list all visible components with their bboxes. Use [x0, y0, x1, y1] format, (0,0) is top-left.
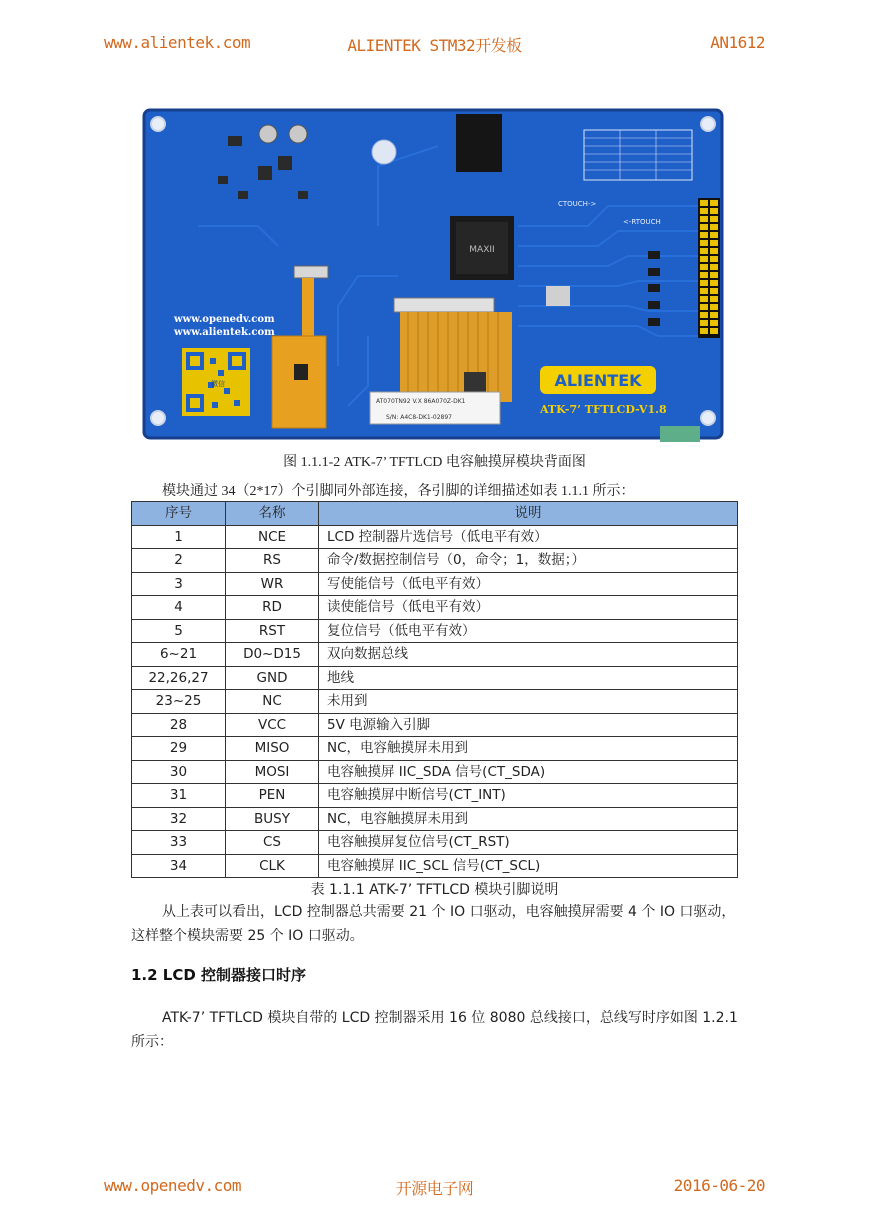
table-row	[132, 643, 738, 667]
sdram-chip	[456, 114, 502, 172]
header-website: www.alientek.com	[104, 33, 251, 52]
footer-date: 2016-06-20	[673, 1176, 765, 1195]
pin-description: 电容触摸屏 IIC_SCL 信号(CT_SCL)	[319, 854, 738, 878]
pin-name: PEN	[226, 784, 319, 808]
footer-website: www.openedv.com	[104, 1176, 241, 1195]
col-header-name: 名称	[226, 502, 319, 526]
section-heading: 1.2 LCD 控制器接口时序	[131, 966, 307, 984]
pin-number: 1	[132, 525, 226, 549]
rtouch-label: <-RTOUCH	[623, 218, 661, 226]
pin-description: 电容触摸屏复位信号(CT_RST)	[319, 831, 738, 855]
pin-name: RST	[226, 619, 319, 643]
pin-name: CS	[226, 831, 319, 855]
table-row	[132, 525, 738, 549]
figure-caption: 图 1.1.1-2 ATK-7’ TFTLCD 电容触摸屏模块背面图	[283, 455, 586, 470]
pin-number: 30	[132, 760, 226, 784]
pin-number: 23~25	[132, 690, 226, 714]
pin-name: RS	[226, 549, 319, 573]
pin-description: LCD 控制器片选信号（低电平有效）	[319, 525, 738, 549]
pin-table	[131, 501, 738, 878]
pin-number: 2	[132, 549, 226, 573]
pin-number: 4	[132, 596, 226, 620]
summary-paragraph: 从上表可以看出，LCD 控制器总共需要 21 个 IO 口驱动，电容触摸屏需要 4 个 IO 口驱动，这样整个模块需要 25 个 IO 口驱动。	[131, 904, 736, 944]
board-url2: www.alientek.com	[174, 327, 275, 338]
pin-number: 5	[132, 619, 226, 643]
page-footer	[104, 1176, 765, 1198]
brand-name: ALIENTEK	[554, 371, 642, 390]
pin-name: VCC	[226, 713, 319, 737]
pin-description: 电容触摸屏 IIC_SDA 信号(CT_SDA)	[319, 760, 738, 784]
table-row	[132, 549, 738, 573]
pin-number: 34	[132, 854, 226, 878]
table-header-row	[132, 502, 738, 526]
table-row	[132, 784, 738, 808]
table-row	[132, 690, 738, 714]
pin-number: 29	[132, 737, 226, 761]
pin-number: 22,26,27	[132, 666, 226, 690]
pin-description: 复位信号（低电平有效）	[319, 619, 738, 643]
pin-description: 双向数据总线	[319, 643, 738, 667]
pin-name: MISO	[226, 737, 319, 761]
pin-number: 31	[132, 784, 226, 808]
footer-site-name: 开源电子网	[395, 1179, 474, 1198]
table-row	[132, 760, 738, 784]
table-row	[132, 854, 738, 878]
lcd-label-line1: AT070TN92 V.X 86A070Z-DK1	[376, 398, 466, 405]
board-url1: www.openedv.com	[174, 314, 275, 325]
table-caption: 表 1.1.1 ATK-7’ TFTLCD 模块引脚说明	[310, 882, 559, 898]
ctouch-label: CTOUCH->	[558, 200, 597, 208]
pin-description: 未用到	[319, 690, 738, 714]
intro-paragraph: 模块通过 34（2*17）个引脚同外部连接，各引脚的详细描述如表 1.1.1 所示：	[162, 484, 635, 499]
page-header	[104, 33, 765, 55]
pin-description: 电容触摸屏中断信号(CT_INT)	[319, 784, 738, 808]
pin-name: GND	[226, 666, 319, 690]
pin-name: NCE	[226, 525, 319, 549]
pin-number: 3	[132, 572, 226, 596]
pin-description: 5V 电源输入引脚	[319, 713, 738, 737]
col-header-index: 序号	[132, 502, 226, 526]
table-row	[132, 831, 738, 855]
pin-name: BUSY	[226, 807, 319, 831]
board-photo	[138, 106, 730, 444]
pin-name: D0~D15	[226, 643, 319, 667]
table-row	[132, 572, 738, 596]
qr-label: 微信	[211, 380, 225, 388]
pin-name: CLK	[226, 854, 319, 878]
table-row	[132, 619, 738, 643]
timing-paragraph: ATK-7’ TFTLCD 模块自带的 LCD 控制器采用 16 位 8080 总线接口，总线写时序如图 1.2.1 所示：	[131, 1010, 738, 1050]
board-model: ATK-7’ TFTLCD-V1.8	[540, 403, 667, 416]
pin-description: 写使能信号（低电平有效）	[319, 572, 738, 596]
touch-flex-cable	[272, 336, 326, 428]
pin-number: 28	[132, 713, 226, 737]
lcd-label-line2: S/N: A4C8-DK1-02897	[386, 414, 452, 421]
pin-description: 命令/数据控制信号（0，命令；1，数据；）	[319, 549, 738, 573]
pin-description: NC，电容触摸屏未用到	[319, 737, 738, 761]
header-title: ALIENTEK STM32开发板	[347, 36, 522, 55]
table-row	[132, 713, 738, 737]
pin-description: 地线	[319, 666, 738, 690]
pin-name: RD	[226, 596, 319, 620]
table-row	[132, 666, 738, 690]
pin-description: 读使能信号（低电平有效）	[319, 596, 738, 620]
pin-number: 33	[132, 831, 226, 855]
pin-description: NC，电容触摸屏未用到	[319, 807, 738, 831]
pin-name: MOSI	[226, 760, 319, 784]
pin-number: 6~21	[132, 643, 226, 667]
table-row	[132, 807, 738, 831]
pin-name: NC	[226, 690, 319, 714]
lcd-flex-cable	[400, 312, 512, 402]
pin-name: WR	[226, 572, 319, 596]
pin-number: 32	[132, 807, 226, 831]
header-doc-id: AN1612	[710, 33, 765, 52]
col-header-desc: 说明	[319, 502, 738, 526]
chip-marking: MAXII	[469, 245, 495, 255]
table-row	[132, 737, 738, 761]
table-row	[132, 596, 738, 620]
